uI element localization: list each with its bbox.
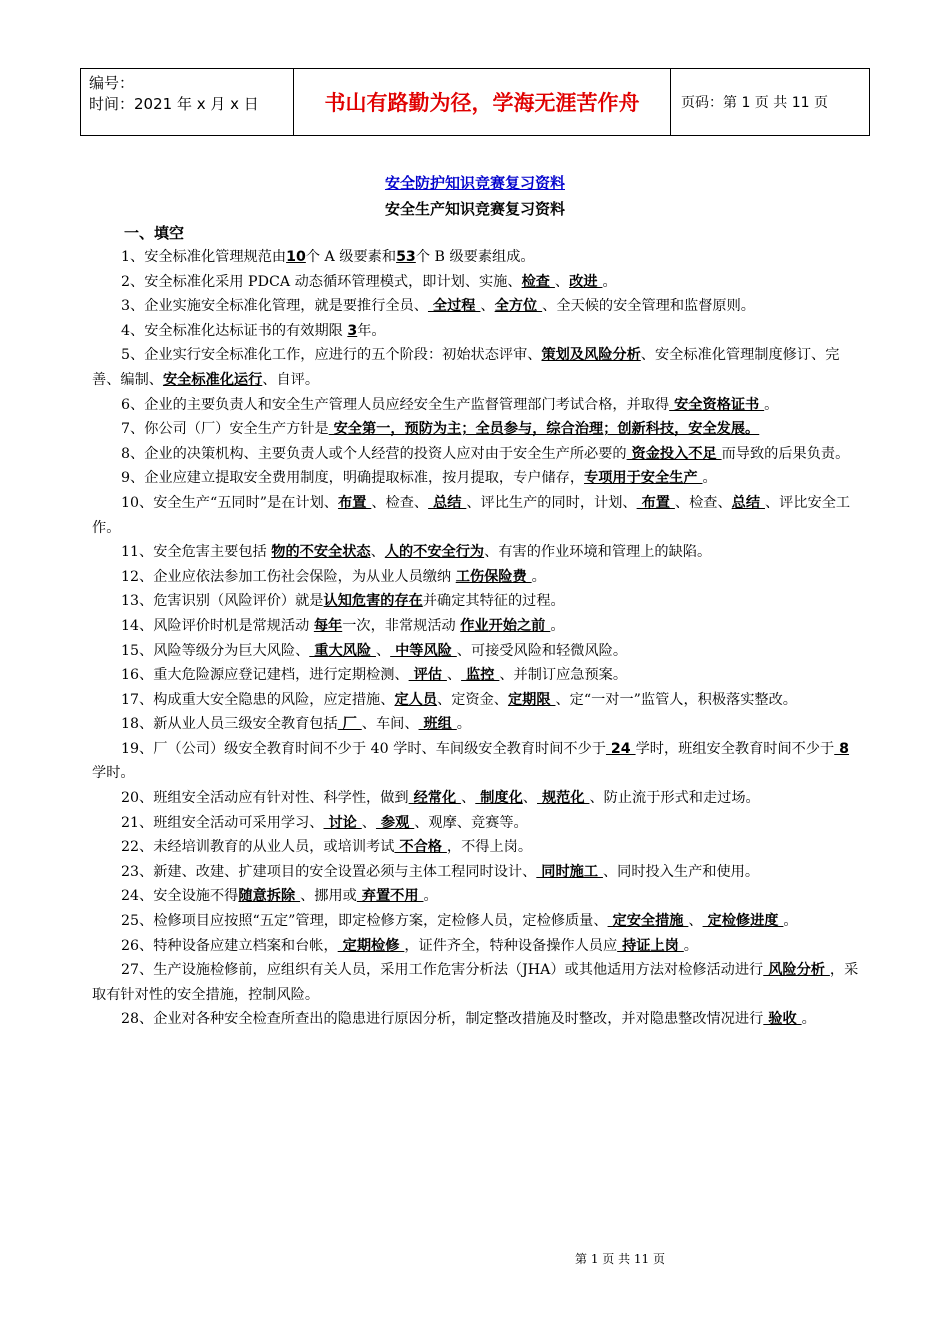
question-item: [92, 294, 860, 319]
section-heading: 一、填空: [124, 224, 185, 242]
question-text: 15、风险等级分为巨大风险、: [121, 642, 310, 659]
answer-blank: 随意拆除: [238, 888, 301, 905]
question-text: 18、新从业人员三级安全教育包括: [121, 716, 338, 733]
answer-blank: 安全标准化运行: [162, 371, 263, 388]
question-text: 。: [423, 888, 438, 905]
answer-blank: 53: [396, 249, 416, 265]
question-item: [92, 565, 860, 590]
question-item: [92, 417, 860, 442]
question-text: 3、企业实施安全标准化管理，就是要推行全员、: [121, 298, 428, 315]
question-item: [92, 860, 860, 885]
question-text: 。: [550, 617, 565, 634]
question-text: 、定资金、: [437, 691, 508, 708]
answer-blank: 安全第一，预防为主；全员参与，综合治理；创新科技，安全发展。: [328, 421, 760, 438]
question-text: 22、未经培训教育的从业人员，或培训考试: [121, 839, 395, 856]
number-label: 编号：: [89, 74, 135, 92]
question-item: [92, 589, 860, 614]
question-item: [92, 663, 860, 688]
question-text: 21、班组安全活动可采用学习、: [121, 814, 324, 831]
answer-blank: 24: [605, 740, 636, 757]
footer-page-number: 第 1 页 共 11 页: [575, 1252, 665, 1266]
question-text: 。: [702, 470, 717, 487]
answer-blank: 每年: [313, 617, 343, 634]
question-text: 学时。: [92, 765, 135, 782]
answer-blank: 监控: [461, 667, 500, 684]
question-text: 、检查、: [674, 494, 732, 511]
answer-blank: 评估: [408, 667, 447, 684]
question-text: 、评比安全工作。: [92, 494, 851, 536]
question-text: 、: [446, 667, 462, 684]
question-text: 7、你公司（厂）安全生产方针是: [121, 421, 329, 438]
question-text: 17、构成重大安全隐患的风险，应定措施、: [121, 691, 395, 708]
question-text: 10、安全生产“五同时”是在计划、: [121, 494, 338, 511]
question-text: 个 A 级要素和: [305, 249, 397, 265]
question-text: 23、新建、改建、扩建项目的安全设置必须与主体工程同时设计、: [121, 863, 537, 880]
question-item: [92, 835, 860, 860]
answer-blank: 布置: [636, 494, 675, 511]
question-text: 、挪用或: [300, 888, 357, 905]
answer-blank: 制度化: [475, 790, 523, 807]
answer-blank: 定检修进度: [702, 913, 784, 930]
question-text: 、观摩、竞赛等。: [414, 814, 528, 831]
answer-blank: 专项用于安全生产: [584, 470, 703, 487]
question-text: 19、厂（公司）级安全教育时间不少于 40 学时、车间级安全教育时间不少于: [121, 740, 606, 757]
answer-blank: 改进: [569, 273, 603, 290]
question-text: 8、企业的决策机构、主要负责人或个人经营的投资人应对由于安全生产所必要的: [121, 445, 627, 462]
answer-blank: 弃置不用: [356, 888, 424, 905]
answer-blank: 总结: [731, 494, 765, 511]
answer-blank: 班组: [418, 716, 457, 733]
answer-blank: 全方位: [494, 298, 543, 315]
question-text: 20、班组安全活动应有针对性、科学性，做到: [121, 790, 409, 807]
question-text: 11、安全危害主要包括: [121, 544, 272, 561]
question-item: [92, 811, 860, 836]
answer-blank: 规范化: [537, 790, 590, 807]
answer-blank: 安全资格证书: [669, 396, 765, 413]
question-text: 而导致的后果负责。: [721, 445, 850, 462]
question-text: 、: [375, 642, 391, 659]
question-text: 25、检修项目应按照“五定”管理，即定检修方案，定检修人员，定检修质量、: [121, 913, 608, 930]
question-item: [92, 737, 860, 786]
answer-blank: 风险分析: [763, 962, 830, 979]
question-item: [92, 491, 860, 540]
question-text: 1、安全标准化管理规范由: [121, 249, 287, 265]
answer-blank: 工伤保险费: [455, 568, 532, 585]
question-text: 、并制订应急预案。: [499, 667, 628, 684]
answer-blank: 策划及风险分析: [541, 347, 641, 364]
question-text: 26、特种设备应建立档案和台帐，: [121, 937, 338, 954]
header-table: [80, 68, 870, 136]
question-item: [92, 343, 860, 392]
question-item: [92, 1007, 860, 1032]
question-text: 28、企业对各种安全检查所查出的隐患进行原因分析，制定整改措施及时整改，并对隐患整改情况进行: [121, 1011, 764, 1028]
question-text: 24、安全设施不得: [121, 888, 239, 905]
question-item: [92, 786, 860, 811]
page-footer: [0, 1250, 950, 1267]
question-text: 2、安全标准化采用 PDCA 动态循环管理模式，即计划、实施、: [121, 273, 522, 290]
answer-blank: 定期限: [507, 691, 556, 708]
answer-blank: 持证上岗: [617, 937, 684, 954]
question-text: 、定“一对一”监管人，积极落实整改。: [555, 691, 797, 708]
answer-blank: 厂: [337, 716, 362, 733]
question-item: [92, 884, 860, 909]
question-text: 。: [764, 396, 779, 413]
answer-blank: 布置: [338, 494, 372, 511]
question-item: [92, 466, 860, 491]
question-text: 13、危害识别（风险评价）就是: [121, 593, 324, 610]
page-title: 安全生产知识竞赛复习资料: [384, 200, 565, 218]
question-text: ，证件齐全，特种设备操作人员应: [404, 937, 618, 954]
answer-blank: 资金投入不足: [626, 445, 722, 462]
answer-blank: 验收: [763, 1011, 802, 1028]
question-item: [92, 319, 860, 344]
question-item: [92, 909, 860, 934]
question-text: ，不得上岗。: [446, 839, 533, 856]
question-text: 、: [370, 544, 385, 561]
question-text: 、: [361, 814, 376, 831]
answer-blank: 同时施工: [536, 863, 603, 880]
answer-blank: 物的不安全状态: [271, 544, 371, 561]
question-text: 、评比生产的同时，计划、: [466, 494, 637, 511]
answer-blank: 参观: [375, 814, 415, 831]
answer-blank: 定人员: [394, 691, 438, 708]
question-text: 、: [554, 273, 570, 290]
question-text: 5、企业实行安全标准化工作，应进行的五个阶段：初始状态评审、: [121, 347, 542, 364]
question-text: 、可接受风险和轻微风险。: [456, 642, 628, 659]
question-text: 。: [683, 937, 698, 954]
question-text: 4、安全标准化达标证书的有效期限: [121, 322, 348, 339]
question-text: 。: [531, 568, 546, 585]
question-item: [92, 688, 860, 713]
question-text: 。: [801, 1011, 816, 1028]
answer-blank: 检查: [521, 273, 555, 290]
answer-blank: 10: [286, 249, 306, 265]
answer-blank: 8: [834, 740, 850, 757]
question-text: 9、企业应建立提取安全费用制度，明确提取标准，按月提取，专户储存，: [121, 470, 585, 487]
question-text: 14、风险评价时机是常规活动: [121, 617, 314, 634]
question-item: [92, 934, 860, 959]
answer-blank: 重大风险: [309, 642, 376, 659]
question-item: [92, 639, 860, 664]
answer-blank: 3: [347, 322, 358, 339]
time-label: 时间：2021 年 x 月 x 日: [89, 95, 259, 113]
question-text: 一次，非常规活动: [342, 617, 461, 634]
header-meta: [81, 69, 294, 135]
answer-blank: 定期检修: [337, 937, 405, 954]
question-text: 6、企业的主要负责人和安全生产管理人员应经安全生产监督管理部门考试合格，并取得: [121, 396, 670, 413]
header-page-info: 页码：第 1 页 共 11 页: [681, 95, 828, 111]
title-link[interactable]: 安全防护知识竞赛复习资料: [384, 174, 565, 192]
answer-blank: 定安全措施: [607, 913, 689, 930]
answer-blank: 中等风险: [390, 642, 457, 659]
question-text: 学时，班组安全教育时间不少于: [635, 740, 835, 757]
question-text: 、有害的作业环境和管理上的缺陷。: [484, 544, 712, 561]
question-text: 、: [480, 298, 495, 315]
question-text: 、同时投入生产和使用。: [602, 863, 760, 880]
answer-blank: 认知危害的存在: [323, 593, 423, 610]
question-text: 、车间、: [361, 716, 419, 733]
question-text: 、: [688, 913, 703, 930]
question-text: 、防止流于形式和走过场。: [589, 790, 760, 807]
question-text: 27、生产设施检修前，应组织有关人员，采用工作危害分析法（JHA）或其他适用方法对检修活动进行: [121, 962, 764, 979]
question-text: 、自评。: [262, 371, 320, 388]
question-text: 年。: [357, 322, 386, 339]
answer-blank: 经常化: [408, 790, 462, 807]
answer-blank: 人的不安全行为: [384, 544, 485, 561]
header-motto: 书山有路勤为径，学海无涯苦作舟: [294, 69, 671, 135]
question-item: [92, 614, 860, 639]
question-item: [92, 442, 860, 467]
question-list: [92, 245, 860, 1032]
question-item: [92, 540, 860, 565]
question-text: 、: [461, 790, 476, 807]
question-text: 个 B 级要素组成。: [415, 249, 535, 265]
question-text: 、全天候的安全管理和监督原则。: [542, 298, 755, 315]
question-text: 、安全标准化管理制度修订、完善、编制、: [92, 347, 840, 388]
question-item: [92, 712, 860, 737]
answer-blank: 不合格: [394, 839, 447, 856]
question-text: 、检查、: [371, 494, 429, 511]
question-text: 12、企业应依法参加工伤社会保险，为从业人员缴纳: [121, 568, 456, 585]
answer-blank: 总结: [428, 494, 467, 511]
question-text: 16、重大危险源应登记建档，进行定期检测、: [121, 667, 409, 684]
answer-blank: 全过程: [427, 298, 481, 315]
question-text: 。: [602, 273, 617, 290]
question-text: 并确定其特征的过程。: [422, 593, 565, 610]
question-text: ，采取有针对性的安全措施，控制风险。: [92, 962, 859, 1003]
question-item: [92, 270, 860, 295]
question-item: [92, 958, 860, 1007]
answer-blank: 讨论: [323, 814, 362, 831]
answer-blank: 作业开始之前: [460, 617, 551, 634]
question-item: [92, 245, 860, 270]
question-text: 、: [522, 790, 537, 807]
question-text: 。: [783, 913, 798, 930]
question-item: [92, 393, 860, 418]
question-text: 。: [456, 716, 471, 733]
